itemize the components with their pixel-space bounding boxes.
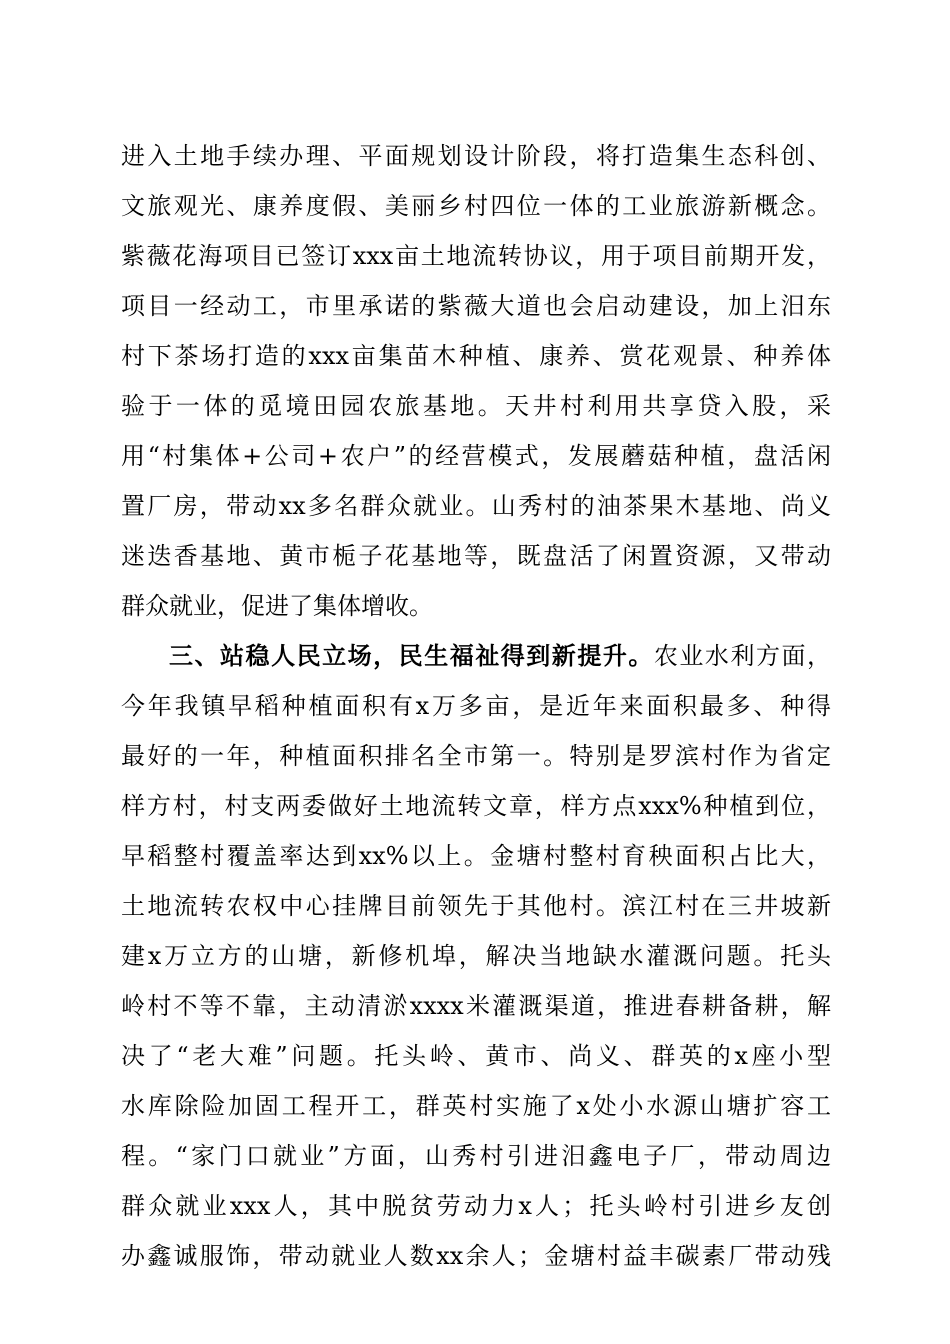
text-line: 村下茶场打造的xxx亩集苗木种植、康养、赏花观景、种养体 — [121, 342, 831, 370]
text-line: 办鑫诚服饰，带动就业人数xx余人；金塘村益丰碳素厂带动残 — [121, 1242, 831, 1270]
text-line: 最好的一年，种植面积排名全市第一。特别是罗滨村作为省定 — [121, 742, 831, 770]
text-line: 迷迭香基地、黄市栀子花基地等，既盘活了闲置资源，又带动 — [121, 542, 831, 570]
text-run: 农业水利方面， — [653, 642, 832, 670]
text-line: 土地流转农权中心挂牌目前领先于其他村。滨江村在三井坡新 — [121, 892, 831, 920]
section-heading: 三、站稳人民立场，民生福祉得到新提升。 — [169, 641, 654, 670]
text-line: 紫薇花海项目已签订xxx亩土地流转协议，用于项目前期开发， — [121, 242, 831, 270]
text-line: 今年我镇早稻种植面积有x万多亩，是近年来面积最多、种得 — [121, 692, 831, 720]
text-line: 群众就业，促进了集体增收。 — [121, 592, 433, 620]
text-line: 早稻整村覆盖率达到xx%以上。金塘村整村育秧面积占比大， — [121, 842, 831, 870]
text-line: 水库除险加固工程开工，群英村实施了x处小水源山塘扩容工 — [121, 1092, 831, 1120]
text-line: 用“村集体+公司+农户”的经营模式，发展蘑菇种植，盘活闲 — [121, 442, 831, 470]
text-line: 决了“老大难”问题。托头岭、黄市、尚义、群英的x座小型 — [121, 1042, 831, 1070]
text-line: 群众就业xxx人，其中脱贫劳动力x人；托头岭村引进乡友创 — [121, 1192, 831, 1220]
text-line: 置厂房，带动xx多名群众就业。山秀村的油茶果木基地、尚义 — [121, 492, 831, 520]
section-heading-line — [169, 633, 831, 679]
text-line: 文旅观光、康养度假、美丽乡村四位一体的工业旅游新概念。 — [121, 192, 831, 220]
text-line: 岭村不等不靠，主动清淤xxxx米灌溉渠道，推进春耕备耕，解 — [121, 992, 831, 1020]
text-line: 程。“家门口就业”方面，山秀村引进汨鑫电子厂，带动周边 — [121, 1142, 831, 1170]
text-line: 项目一经动工，市里承诺的紫薇大道也会启动建设，加上汨东 — [121, 292, 831, 320]
text-line: 建x万立方的山塘，新修机埠，解决当地缺水灌溉问题。托头 — [121, 942, 831, 970]
text-line: 进入土地手续办理、平面规划设计阶段，将打造集生态科创、 — [121, 142, 831, 170]
text-line: 样方村，村支两委做好土地流转文章，样方点xxx%种植到位， — [121, 792, 831, 820]
text-line: 验于一体的觅境田园农旅基地。天井村利用共享贷入股，采 — [121, 392, 831, 420]
